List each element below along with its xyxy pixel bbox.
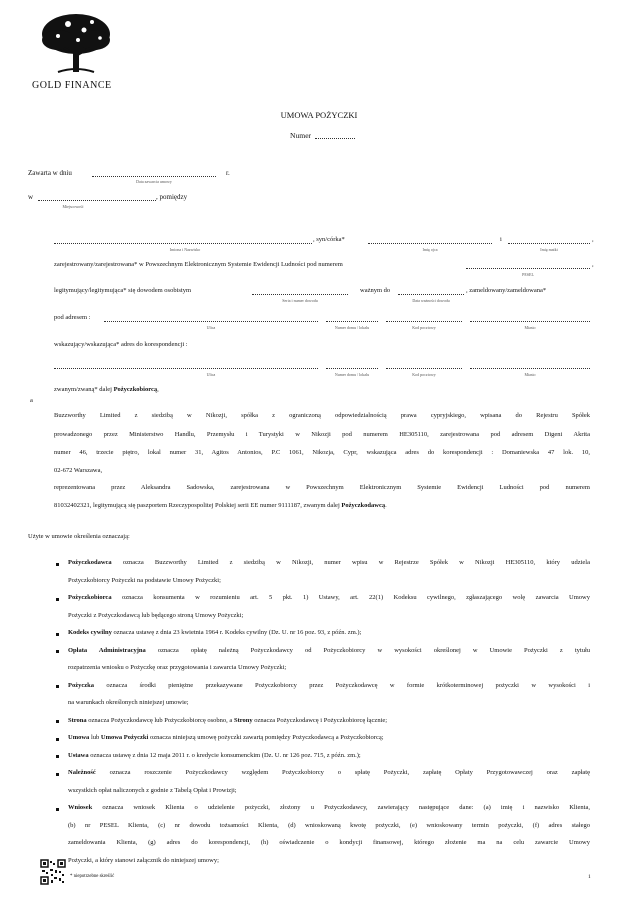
corr-caption-street: Ulica <box>206 372 216 377</box>
place-field[interactable] <box>38 200 156 201</box>
definition-term: Umowa <box>68 734 90 741</box>
definition-term: Pożyczkobiorca <box>68 594 112 601</box>
son-daughter-label: , syn/córka* <box>313 236 345 243</box>
caption-father: Imię ojca <box>422 247 438 252</box>
called-borrower: zwanym/zwaną* dalej Pożyczkobiorcą, <box>54 386 159 393</box>
concluded-suffix: r. <box>226 169 230 177</box>
rep-last-line: 81032402321, legitymującą się paszportem Rzeczypospolitej Polskiej serii EE numer 9111187, zwanym dalej Pożyczkodawcą. <box>54 502 387 509</box>
id-resident-label: , zameldowany/zameldowana* <box>466 287 547 294</box>
definition-line <box>68 682 590 689</box>
mother-name-field[interactable] <box>508 243 590 244</box>
bullet-icon <box>56 808 59 811</box>
definition-text: oznacza ustawę z dnia 23 kwietnia 1964 r. Kodeks cywilny (Dz. U. nr 16 poz. 93, z późn. zm.); <box>111 629 362 636</box>
place-suffix: , pomiędzy <box>156 193 188 201</box>
pesel-field[interactable] <box>466 268 590 269</box>
bullet-icon <box>56 755 59 758</box>
definition-line <box>68 857 219 864</box>
definition-text: (b) nr PESEL Klienta, (c) nr dowodu tożsamości Klienta, (d) wnioskowaną kwotę pożyczki, (e) wnioskowany termin pożyczki, (f) adres stałego <box>68 821 590 829</box>
bullet-icon <box>56 738 59 741</box>
definition-text: oznacza Buzzworthy Limited z siedzibą w Nikozji, numer wpisu w Rejestrze Spółek w Nikozji HE305110, który udziela <box>111 559 590 566</box>
address-label: pod adresem : <box>54 314 91 321</box>
definition-text: oznacza konsumenta w rozumieniu art. 5 pkt. 1) Ustawy, art. 22(1) Kodeksu cywilnego, zgłaszającego wolę zawarcia Umowy <box>111 594 590 601</box>
comma: , <box>592 261 594 268</box>
number-label: Numer <box>290 131 312 140</box>
corr-caption-zip: Kod pocztowy <box>412 372 436 377</box>
caption-zip: Kod pocztowy <box>412 325 436 330</box>
definition-line <box>68 664 286 671</box>
definition-text: oznacza opłatę należną Pożyczkodawcy od Pożyczkobiorcy w wysokości określonej w Umowie Pożyczki z tytułu <box>145 646 591 654</box>
definition-text: lub <box>89 734 101 741</box>
bullet-icon <box>56 685 59 688</box>
lender-line: numer 46, trzecie piętro, lokal numer 31, Agitos Antonios, P.C 1061, Nikozja, Cypr, wskazująca adres do korespondencji : Domaniewska 47 lok. 10, <box>54 449 590 456</box>
footer-note: * niepotrzebne skreślić <box>70 874 115 879</box>
definition-term: Należność <box>68 769 96 776</box>
caption-house: Numer domu / lokalu <box>334 325 370 330</box>
corr-street-field[interactable] <box>54 368 318 369</box>
definition-term: Opłata Administracyjna <box>68 646 146 654</box>
corr-city-field[interactable] <box>470 368 590 369</box>
id-valid-label: ważnym do <box>360 287 391 294</box>
bullet-icon <box>56 598 59 601</box>
definition-text: na warunkach określonych niniejszej umowie; <box>68 699 189 706</box>
definition-term: Ustawa <box>68 751 89 759</box>
borrower-name-field[interactable] <box>54 243 312 244</box>
page-number: 1 <box>588 874 591 880</box>
and-label: i <box>500 236 502 243</box>
definition-term: Strona <box>68 716 87 724</box>
definition-text: oznacza Pożyczkodawcę lub Pożyczkobiorcę osobno, a <box>86 716 234 724</box>
definition-line <box>68 559 590 566</box>
definition-text: Pożyczki z Pożyczkodawcą lub będącego stroną Umowy Pożyczki; <box>68 611 244 619</box>
definition-text: oznacza roszczenie Pożyczkodawcy względem Pożyczkobiorcy o spłatę Pożyczki, zapłatę Opłaty Przygotowawczej oraz zapłatę <box>95 769 590 776</box>
definition-line <box>68 612 243 619</box>
definition-term: Kodeks cywilny <box>68 629 112 636</box>
definition-line <box>68 804 590 811</box>
lender-line: 02-672 Warszawa, <box>54 467 103 474</box>
caption-id: Seria i numer dowodu <box>282 298 318 303</box>
a-letter: a <box>30 397 33 404</box>
bullet-icon <box>56 650 59 653</box>
caption-city: Miasto <box>524 325 536 330</box>
bullet-icon <box>56 773 59 776</box>
id-number-field[interactable] <box>252 294 348 295</box>
caption-mother: Imię matki <box>540 247 558 252</box>
definition-line <box>68 769 590 776</box>
definition-line <box>68 787 237 794</box>
father-name-field[interactable] <box>368 243 492 244</box>
definition-term: Strony <box>233 716 253 724</box>
registered-text: zarejestrowany/zarejestrowana* w Powszechnym Elektronicznym Systemie Ewidencji Ludności pod numerem <box>54 261 343 268</box>
city-field[interactable] <box>470 321 590 322</box>
lender-term: Pożyczkodawcą <box>341 502 386 509</box>
definition-text: wszystkich opłat naliczonych z godnie z Tabelą Opłat i Prowizji; <box>68 786 237 794</box>
tree-icon <box>28 10 124 80</box>
definition-text: Pożyczkobiorcy Pożyczki na podstawie Umowy Pożyczki; <box>68 576 221 584</box>
definition-term: Umowa Pożyczki <box>100 734 149 741</box>
number-field[interactable] <box>315 138 355 139</box>
definition-text: zameldowania Klienta, (g) adres do korespondencji, (h) oświadczenie o kondycji finansowej, którego złożenie ma na celu zawarcie Umowy <box>68 839 590 846</box>
definition-line <box>68 752 361 759</box>
date-field[interactable] <box>92 176 216 177</box>
definition-line <box>68 647 590 654</box>
representation-line: reprezentowana przez Aleksandra Sadowska, zarejestrowana w Powszechnym Elektronicznym Systemie Ewidencji Ludności pod numerem <box>54 484 590 491</box>
logo-brand: GOLD FINANCE <box>32 80 112 91</box>
bullet-icon <box>56 563 59 566</box>
caption-valid: Data ważności dowodu <box>412 298 450 303</box>
definition-line <box>68 822 590 829</box>
id-valid-field[interactable] <box>398 294 464 295</box>
definition-text: rozpatrzenia wniosku o Pożyczkę oraz przygotowania i zawarcia Umowy Pożyczki; <box>68 664 287 671</box>
definition-text: oznacza środki pieniężne przekazywane Pożyczkobiorcy przez Pożyczkodawcę w formie krótkoterminowej pożyczki w wysokości i <box>94 681 590 689</box>
place-prefix: w <box>28 193 34 201</box>
definition-term: Wniosek <box>68 804 93 811</box>
company-logo <box>28 10 124 94</box>
bullet-icon <box>56 720 59 723</box>
id-prefix: legitymujący/legitymująca* się dowodem osobistym <box>54 287 192 294</box>
lender-line: prowadzonego przez Ministerstwo Handlu, Przemysłu i Turystyki w Nikozji pod numerem HE305110, zarejestrowana pod adresem Digeni Akrita <box>54 431 590 438</box>
comma: , <box>592 236 594 243</box>
definition-text: oznacza wniosek Klienta o udzielenie pożyczki, złożony u Pożyczkodawcy, zawierający następujące dane: (a) imię i nazwisko Klienta, <box>92 804 590 811</box>
definition-term: Pożyczkodawca <box>68 559 112 566</box>
place-caption: Miejscowość <box>62 204 84 209</box>
corr-zip-field[interactable] <box>386 368 462 369</box>
correspondence-label: wskazujący/wskazująca* adres do korespondencji : <box>54 341 188 348</box>
caption-name: Imiona i Nazwisko <box>169 247 201 252</box>
definition-text: oznacza niniejszą umowę pożyczki zawartą pomiędzy Pożyczkodawcą a Pożyczkobiorcą; <box>148 734 384 741</box>
definitions-intro: Użyte w umowie określenia oznaczają: <box>28 533 130 540</box>
definition-line <box>68 594 590 601</box>
definition-item <box>68 734 384 741</box>
definition-line <box>68 629 361 636</box>
definition-line <box>68 699 189 706</box>
definition-text: oznacza Pożyczkodawcę i Pożyczkobiorcę łącznie; <box>252 716 388 724</box>
definition-text: oznacza ustawę z dnia 12 maja 2011 r. o kredycie konsumenckim (Dz. U. nr 126 poz. 715, z późn. zm.); <box>88 751 361 759</box>
definition-item <box>68 717 387 724</box>
definition-line <box>68 577 221 584</box>
caption-street: Ulica <box>206 325 216 330</box>
street-field[interactable] <box>104 321 318 322</box>
lender-line: Buzzworthy Limited z siedzibą w Nikozji, spółka z ograniczoną odpowiedzialnością prawa cypryjskiego, wpisana do Rejestru Spółek <box>54 412 590 419</box>
zip-field[interactable] <box>386 321 462 322</box>
corr-house-field[interactable] <box>326 368 378 369</box>
qr-code-icon <box>40 859 66 885</box>
concluded-prefix: Zawarta w dniu <box>28 169 72 177</box>
definition-text: Pożyczki, a który stanowi załącznik do niniejszej umowy; <box>68 856 219 864</box>
definition-line <box>68 839 590 846</box>
bullet-icon <box>56 633 59 636</box>
corr-caption-city: Miasto <box>524 372 536 377</box>
borrower-term: Pożyczkobiorcą <box>113 386 158 393</box>
house-field[interactable] <box>326 321 378 322</box>
caption-pesel: PESEL <box>522 272 534 277</box>
definition-term: Pożyczka <box>68 681 94 689</box>
document-title: UMOWA POŻYCZKI <box>280 110 358 120</box>
corr-caption-house: Numer domu / lokalu <box>334 372 370 377</box>
date-caption: Data zawarcia umowy <box>136 179 172 184</box>
